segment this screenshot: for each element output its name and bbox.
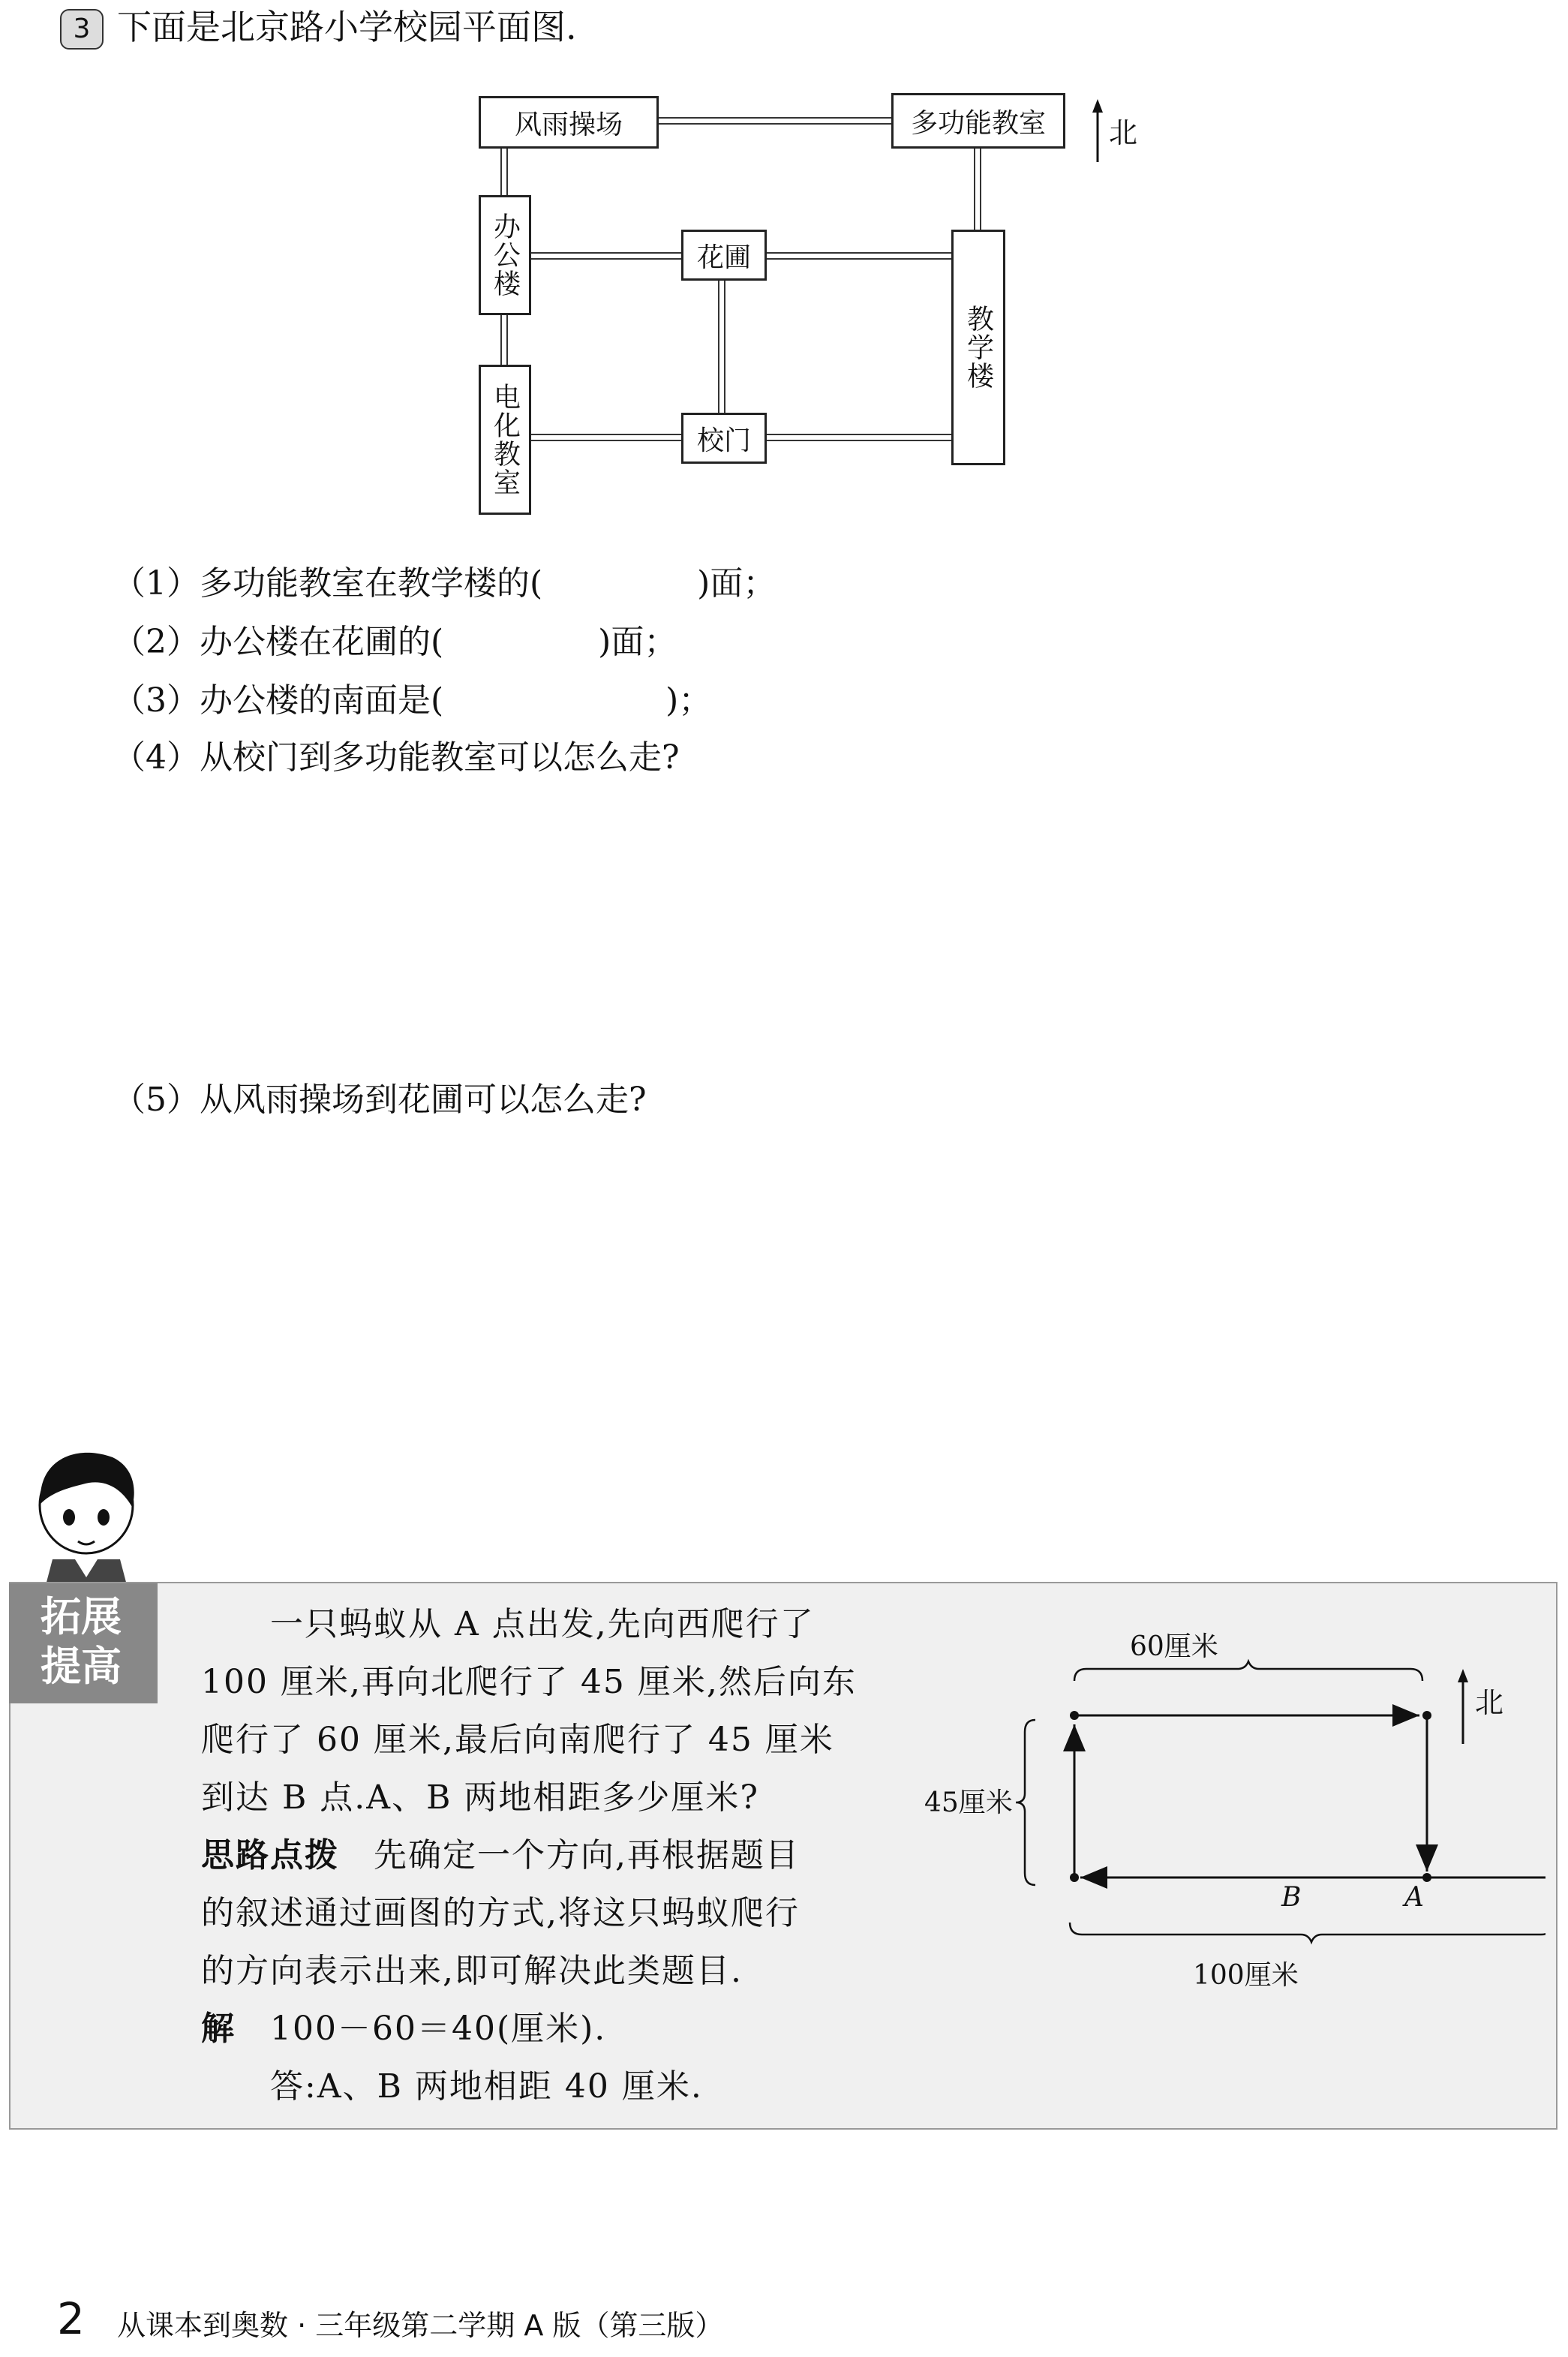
building-multi-room: 多功能教室: [891, 93, 1065, 149]
page-number: 2: [57, 2293, 85, 2344]
label-45cm: 45厘米: [924, 1787, 1013, 1818]
building-office: 办公楼: [479, 195, 531, 315]
path-multi-teaching: [974, 149, 981, 231]
path-av-gate: [531, 434, 681, 441]
subquestion-2: （2）办公楼在花圃的( )面；: [113, 623, 677, 661]
boy-mascot-icon: [30, 1445, 143, 1588]
path-playground-office: [500, 147, 508, 195]
building-garden: 花圃: [681, 230, 767, 281]
diagram-north-label: 北: [1475, 1686, 1504, 1719]
path-office-av: [500, 315, 508, 365]
subquestion-1: （1）多功能教室在教学楼的( )面；: [113, 564, 776, 603]
north-arrow-icon: [1086, 98, 1109, 165]
building-gate: 校门: [681, 413, 767, 464]
book-title: 从课本到奥数 · 三年级第二学期 A 版（第三版）: [117, 2309, 724, 2342]
point-b-label: B: [1281, 1882, 1302, 1913]
extension-tag: 拓展 提高: [9, 1583, 158, 1703]
north-label: 北: [1109, 116, 1138, 149]
building-teaching: 教学楼: [951, 230, 1005, 465]
subquestion-4: （4）从校门到多功能教室可以怎么走?: [113, 738, 680, 777]
solution-label: 解: [201, 2010, 236, 2048]
label-100cm: 100厘米: [1193, 1960, 1299, 1991]
path-garden-teaching: [767, 252, 951, 260]
path-office-garden: [531, 252, 681, 260]
label-60cm: 60厘米: [1130, 1631, 1218, 1662]
path-garden-gate: [718, 281, 725, 413]
path-playground-multi: [659, 117, 891, 125]
subquestion-5: （5）从风雨操场到花圃可以怎么走?: [113, 1081, 647, 1119]
path-gate-teaching: [767, 434, 951, 441]
subquestion-3: （3）办公楼的南面是( )；: [113, 681, 712, 720]
problem-text: 一只蚂蚁从 A 点出发,先向西爬行了 100 厘米,再向北爬行了 45 厘米,然后向东 爬行了 60 厘米,最后向南爬行了 45 厘米 到达 B 点.A、B 两地相距多少厘米? 思路点拨 先确定一个方向,再根据题目 的叙述通过画图的方式,将这只蚂蚁爬行 的方向表示出来,即可解决此类题目. 解 100－60＝40(厘米). 答:A、B 两地相距 40 厘米.: [201, 1605, 857, 2106]
point-a-label: A: [1404, 1882, 1424, 1913]
building-playground: 风雨操场: [479, 96, 659, 149]
hint-label: 思路点拨: [201, 1836, 339, 1874]
building-av-room: 电化教室: [479, 365, 531, 515]
question-number-badge: 3: [60, 9, 104, 50]
question-title: 下面是北京路小学校园平面图.: [117, 7, 577, 47]
